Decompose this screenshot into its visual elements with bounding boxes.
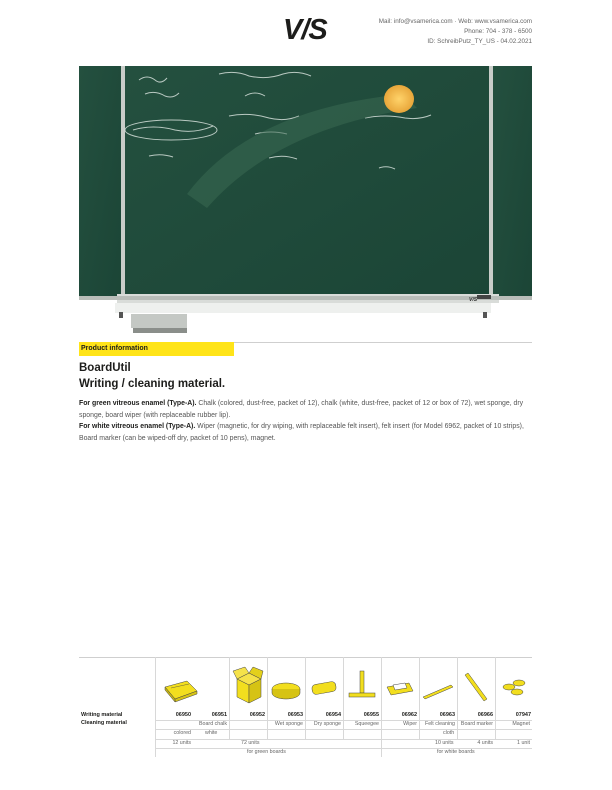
magnet-label: Magnet	[512, 721, 530, 727]
wiper-label: Wiper	[403, 721, 417, 727]
sponge	[384, 85, 414, 113]
chalk-white-box-thumb	[231, 661, 265, 707]
row-label-writing: Writing material	[81, 712, 123, 718]
board-chalk-label: Board chalk	[199, 721, 227, 727]
units-12-label: 12 units	[172, 740, 191, 746]
white-label: For white vitreous enamel (Type-A).	[79, 423, 196, 430]
cloth-label: cloth	[443, 730, 455, 736]
board-marker-label: Board marker	[460, 721, 493, 727]
article-06950: 06950	[175, 712, 191, 718]
vs-logo: V/S	[283, 14, 327, 46]
product-title: BoardUtil	[79, 362, 131, 374]
document-id: ID: SchreibPutz_TY_US - 04.02.2021	[427, 38, 532, 45]
units-4-label: 4 units	[477, 740, 493, 746]
squeegee-label: Squeegee	[354, 721, 379, 727]
board-logo: V/S	[469, 297, 478, 303]
board-right-wing	[493, 66, 532, 296]
article-06954: 06954	[325, 712, 341, 718]
board-marker-thumb	[459, 661, 493, 707]
dry-sponge-label: Dry sponge	[313, 721, 341, 727]
contact-info	[379, 17, 532, 47]
contact-mail-web: Mail: info@vsamerica.com · Web: www.vsamerica.com	[378, 18, 532, 25]
article-06963: 06963	[439, 712, 455, 718]
board-main	[125, 66, 489, 296]
article-06966: 06966	[477, 712, 493, 718]
chalk-colored-thumb	[161, 661, 201, 707]
white-board-paragraph	[79, 421, 535, 444]
article-06952: 06952	[249, 712, 265, 718]
colored-label: colored	[173, 730, 191, 736]
article-06962: 06962	[401, 712, 417, 718]
green-text: Chalk (colored, dust-free, packet of 12), chalk (white, dust-free, packet of 12 or box of 72), wet sponge, dry sponge, board wiper (with replaceable rubber lip).	[79, 400, 524, 419]
white-label: white	[205, 730, 218, 736]
wet-sponge-thumb	[269, 661, 303, 707]
felt-cleaning-label: Felt cleaning	[424, 721, 455, 727]
green-board-paragraph	[79, 398, 535, 421]
units-72-label: 72 units	[241, 740, 260, 746]
wet-sponge-label: Wet sponge	[274, 721, 303, 727]
product-subtitle: Writing / cleaning material.	[79, 378, 226, 390]
magnet-thumb	[497, 661, 531, 707]
green-label: For green vitreous enamel (Type-A).	[79, 400, 197, 407]
contact-phone: Phone: 704 - 378 - 6500	[464, 28, 532, 35]
article-06953: 06953	[287, 712, 303, 718]
board-left-wing	[79, 66, 121, 296]
article-06951: 06951	[211, 712, 227, 718]
product-description	[79, 398, 535, 444]
product-table	[79, 657, 532, 757]
wiper-thumb	[383, 661, 417, 707]
dry-sponge-thumb	[307, 661, 341, 707]
article-07947: 07947	[515, 712, 531, 718]
for-white-boards-label: for white boards	[437, 749, 475, 755]
product-photo	[79, 66, 532, 338]
felt-cloth-thumb	[421, 661, 455, 707]
white-text: Wiper (magnetic, for dry wiping, with replaceable felt insert), felt insert (for Model 6962, packet of 10 strips), Board marker (can be wiped-off dry, packet of 10 pens), magnet.	[79, 423, 524, 442]
row-label-cleaning: Cleaning material	[81, 720, 127, 726]
product-info-tag: Product information	[79, 342, 234, 356]
for-green-boards-label: for green boards	[247, 749, 286, 755]
units-1-label: 1 unit	[517, 740, 530, 746]
article-06955: 06955	[363, 712, 379, 718]
units-10-label: 10 units	[435, 740, 454, 746]
squeegee-thumb	[345, 661, 379, 707]
